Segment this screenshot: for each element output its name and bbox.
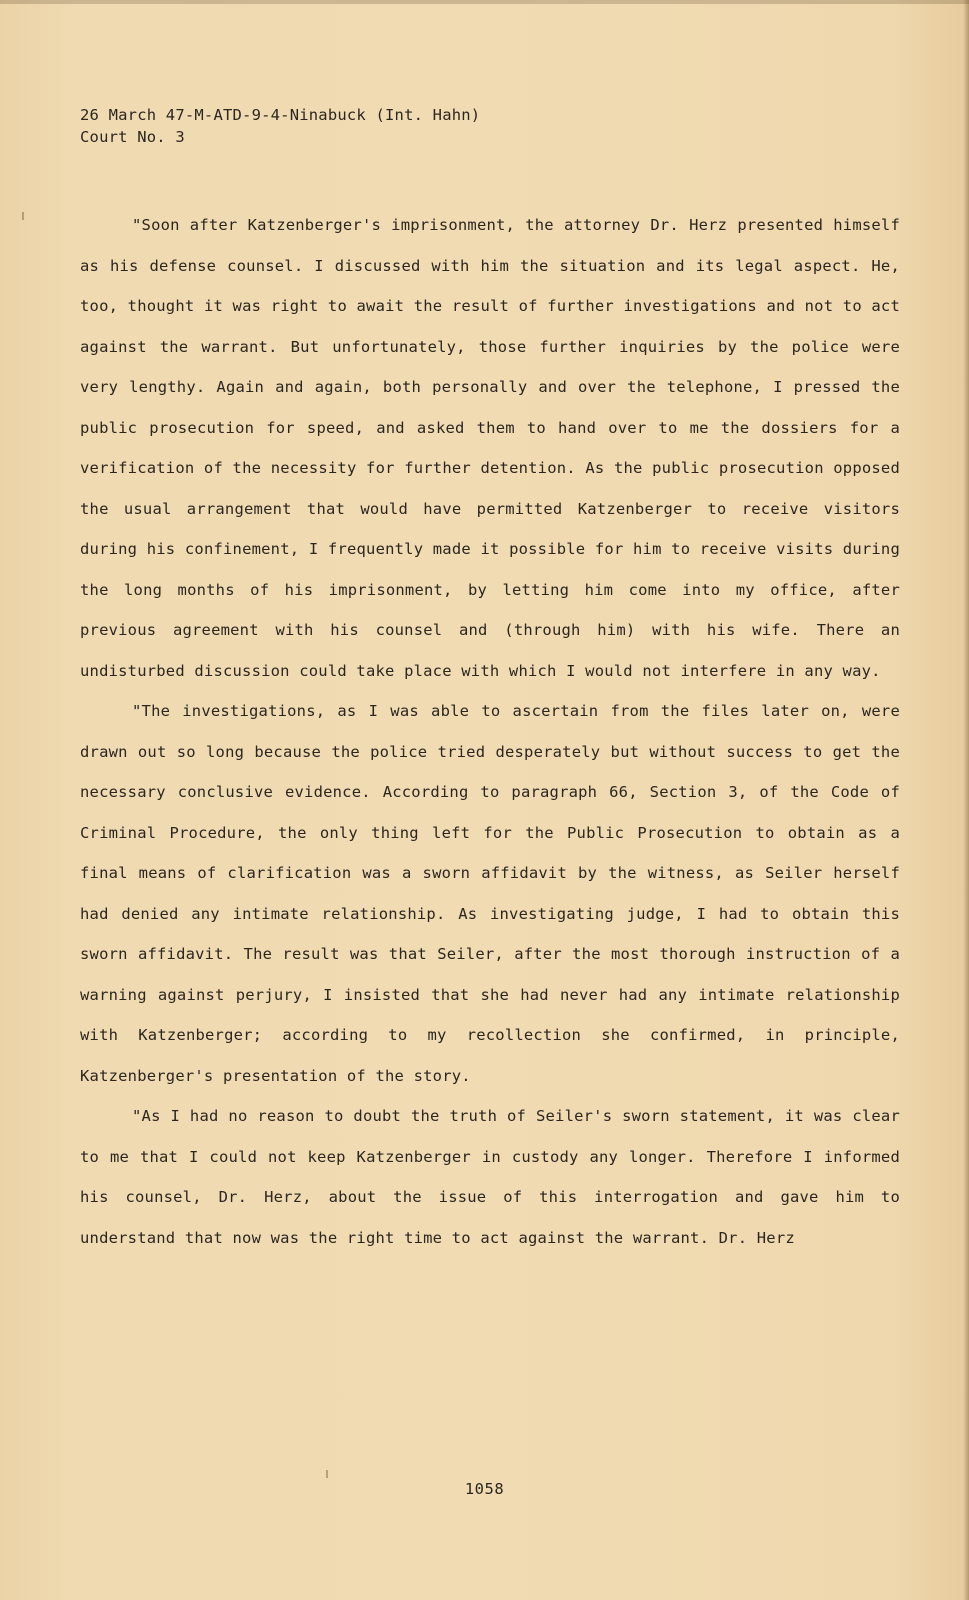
paper-speck xyxy=(326,1470,328,1478)
document-body xyxy=(80,205,900,1258)
page-number: 1058 xyxy=(464,1480,505,1498)
paragraph: "As I had no reason to doubt the truth of Seiler's sworn statement, it was clear to me that I could not keep Katzenberger in custody any longer. Therefore I informed his counsel, Dr. Herz, about the issue of this interrogation and gave him to understand that now was the right time to act against the warrant. Dr. Herz xyxy=(80,1107,900,1247)
paper-speck xyxy=(22,212,24,220)
paragraph: "The investigations, as I was able to ascertain from the files later on, were drawn out so long because the police tried desperately but without success to get the necessary conclusive evidence. According to paragraph 66, Section 3, of the Code of Criminal Procedure, the only thing left for the Public Prosecution to obtain as a final means of clarification was a sworn affidavit by the witness, as Seiler herself had denied any intimate relationship. As investigating judge, I had to obtain this sworn affidavit. The result was that Seiler, after the most thorough instruction of a warning against perjury, I insisted that she had never had any intimate relationship with Katzenberger; according to my recollection she confirmed, in principle, Katzenberger's presentation of the story. xyxy=(80,702,900,1085)
paper-edge-top xyxy=(0,0,969,4)
paper-edge-right xyxy=(963,0,969,1600)
header-court-number: Court No. 3 xyxy=(80,128,185,146)
paragraph: "Soon after Katzenberger's imprisonment, the attorney Dr. Herz presented himself as his defense counsel. I discussed with him the situation and its legal aspect. He, too, thought it was right to await the result of further investigations and not to act against the warrant. But unfortunately, those further inquiries by the police were very lengthy. Again and again, both personally and over the telephone, I pressed the public prosecution for speed, and asked them to hand over to me the dossiers for a verification of the necessity for further detention. As the public prosecution opposed the usual arrangement that would have permitted Katzenberger to receive visitors during his confinement, I frequently made it possible for him to receive visits during the long months of his imprisonment, by letting him come into my office, after previous agreement with his counsel and (through him) with his wife. There an undisturbed discussion could take place with which I would not interfere in any way. xyxy=(80,216,900,680)
header-date-reference: 26 March 47-M-ATD-9-4-Ninabuck (Int. Hahn) xyxy=(80,106,481,124)
document-header xyxy=(80,104,480,148)
